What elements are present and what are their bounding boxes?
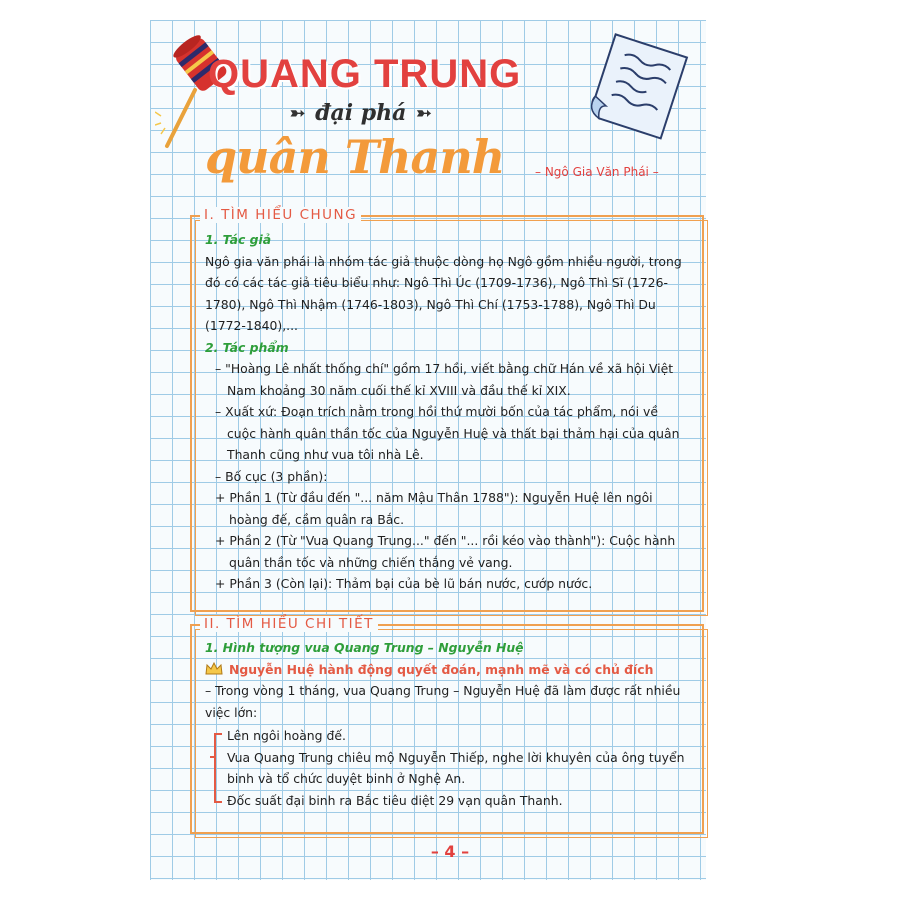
arrow-left-decoration: ➳ — [290, 102, 306, 124]
author-line: – Ngô Gia Văn Phái – — [535, 165, 659, 179]
section-2-content — [205, 637, 685, 811]
arrow-right-decoration: ➳ — [416, 102, 432, 124]
part-item: + Phần 2 (Từ "Vua Quang Trung..." đến "... rồi kéo vào thành"): Cuộc hành quân thần tốc và những chiến thắng vẻ vang. — [215, 533, 676, 570]
crown-icon — [205, 662, 223, 676]
page-number: – 4 – — [430, 842, 470, 861]
list-item: Vua Quang Trung chiêu mộ Nguyễn Thiếp, nghe lời khuyên của ông tuyển binh và tổ chức duyệt binh ở Nghệ An. — [227, 749, 685, 786]
title-quang-trung: QUANG TRUNG — [208, 52, 522, 96]
list-item: Đốc suất đại binh ra Bắc tiêu diệt 29 vạn quân Thanh. — [227, 792, 563, 808]
subheading-tac-pham: 2. Tác phẩm — [205, 339, 289, 355]
subheading-hinh-tuong: 1. Hình tượng vua Quang Trung – Nguyễn Huệ — [205, 640, 524, 655]
part-item: + Phần 1 (Từ đầu đến "... năm Mậu Thân 1788"): Nguyễn Huệ lên ngôi hoàng đế, cầm quân ra Bắc. — [215, 490, 653, 527]
highlight-statement — [205, 659, 685, 681]
part-item: + Phần 3 (Còn lại): Thảm bại của bè lũ bán nước, cướp nước. — [215, 576, 593, 591]
paper-sheet-icon — [575, 28, 695, 148]
section-1-title: I. TÌM HIỂU CHUNG — [200, 207, 361, 223]
highlight-text: Nguyễn Huệ hành động quyết đoán, mạnh mẽ và có chủ đích — [229, 661, 654, 677]
title-dai-pha — [280, 100, 441, 126]
section-2-title: II. TÌM HIỂU CHI TIẾT — [200, 616, 378, 632]
bracket-tick — [210, 756, 216, 758]
section-1-content — [205, 229, 685, 595]
list-item: – Xuất xứ: Đoạn trích nằm trong hồi thứ mười bốn của tác phẩm, nói về cuộc hành quân thần tốc của Nguyễn Huệ và thất bại thảm hại của quân Thanh cũng như vua tôi nhà Lê. — [215, 404, 680, 462]
tac-gia-paragraph: Ngô gia văn phái là nhóm tác giả thuộc dòng họ Ngô gồm nhiều người, trong đó có các tác giả tiêu biểu như: Ngô Thì Úc (1709-1736), Ngô Thì Sĩ (1726-1780), Ngô Thì Nhậm (1746-1803), Ngô Thì Chí (1753-1788), Ngô Thì Du (1772-1840),... — [205, 253, 682, 333]
title-quan-thanh: quân Thanh — [205, 130, 505, 184]
list-item: – "Hoàng Lê nhất thống chí" gồm 17 hồi, viết bằng chữ Hán về xã hội Việt Nam khoảng 30 năm cuối thế kỉ XVIII và đầu thế kỉ XIX. — [215, 361, 674, 398]
list-item: – Bố cục (3 phần): — [215, 468, 328, 484]
achievements-list — [205, 725, 685, 811]
bracket-decoration — [214, 733, 222, 803]
title-dai-pha-text: đại phá — [315, 100, 407, 126]
list-item: Lên ngôi hoàng đế. — [227, 728, 346, 743]
subheading-tac-gia: 1. Tác giả — [205, 232, 272, 247]
intro-paragraph: – Trong vòng 1 tháng, vua Quang Trung – Nguyễn Huệ đã làm được rất nhiều việc lớn: — [205, 683, 681, 720]
